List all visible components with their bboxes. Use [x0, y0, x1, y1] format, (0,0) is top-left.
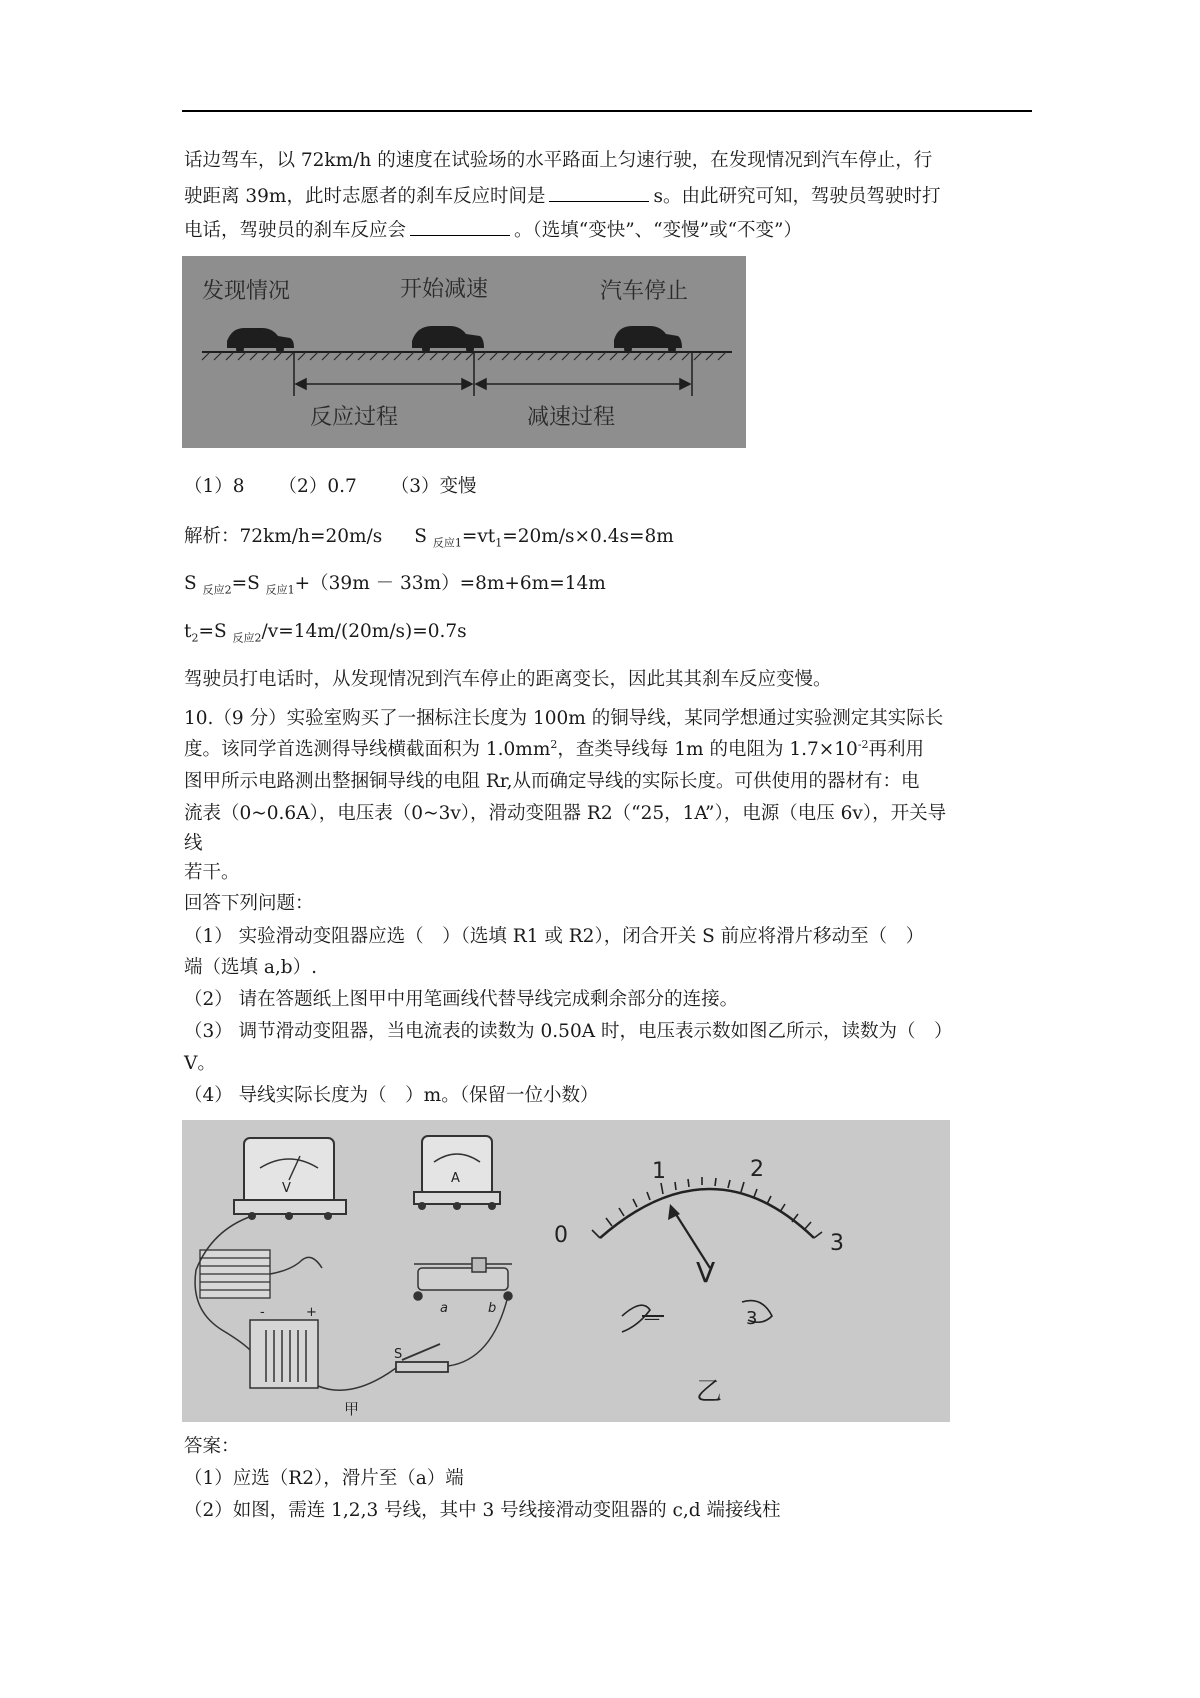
reaction-change-blank	[410, 217, 510, 236]
solution-line-1	[184, 524, 674, 550]
solution-line-3	[184, 619, 467, 645]
braking-diagram-figure	[182, 256, 746, 448]
answer9-part3: （3）变慢	[390, 476, 477, 497]
solution-t-symbol: t	[184, 621, 192, 642]
q10-line-1: 10.（9 分）实验室购买了一捆标注长度为 100m 的铜导线，某同学想通过实验测定其实际长	[184, 708, 944, 729]
label-car-stops: 汽车停止	[600, 279, 689, 304]
q9-line-2-text-a: 驶距离 39m，此时志愿者的刹车反应时间是	[184, 186, 546, 207]
solution-result-2: +（39m － 33m）=8m+6m=14m	[294, 573, 606, 594]
solution-result-1: =20m/s×0.4s=8m	[502, 526, 674, 547]
rheostat-terminal-a: a	[440, 1301, 448, 1316]
solution-result-3: /v=14m/(20m/s)=0.7s	[261, 621, 467, 642]
q9-line-3	[184, 217, 802, 244]
q10-part-2: （2） 请在答题纸上图甲中用笔画线代替导线完成剩余部分的连接。	[184, 989, 739, 1010]
connecting-wires	[195, 1216, 508, 1390]
rheostat-icon	[414, 1258, 512, 1300]
solution-sub-t1: 1	[495, 536, 503, 550]
solution-sub-t2: 2	[191, 631, 199, 645]
terminal-3-label: 3	[746, 1308, 758, 1329]
q9-line-2-text-b: s。由此研究可知，驾驶员驾驶时打	[653, 186, 941, 207]
dial-label-1: 1	[652, 1159, 666, 1184]
answer10-part-2: （2）如图，需连 1,2,3 号线，其中 3 号线接滑动变阻器的 c,d 端接线柱	[184, 1500, 781, 1521]
answer9-line	[184, 474, 477, 500]
solution-s2-symbol: S	[184, 573, 197, 594]
dial-label-2: 2	[750, 1157, 764, 1182]
dial-unit-v: V	[696, 1256, 716, 1289]
q10-line-2-b: ，查类导线每 1m 的电阻为 1.7×10	[557, 739, 858, 760]
q10-line-2-a: 度。该同学首选测得导线横截面积为 1.0mm	[184, 739, 551, 760]
q9-line-3-text-b: 。（选填“变快”、“变慢”或“不变”）	[514, 220, 803, 241]
label-start-braking: 开始减速	[400, 277, 489, 302]
battery-icon	[250, 1320, 318, 1388]
dial-label-0: 0	[554, 1223, 568, 1248]
q10-part-3b: V。	[184, 1053, 216, 1074]
q10-line-4: 流表（0~0.6A），电压表（0~3v），滑动变阻器 R2（“25，1A”），电源（电压 6v），开关导	[184, 803, 947, 824]
car-icon-2	[412, 326, 484, 353]
voltmeter-dial	[592, 1177, 822, 1332]
voltmeter-icon	[234, 1138, 346, 1220]
circuit-figure	[182, 1120, 950, 1422]
answer9-part1: （1）8	[184, 476, 245, 497]
reaction-time-blank	[549, 183, 649, 202]
solution-s-symbol: S	[414, 526, 427, 547]
q10-part-1a: （1） 实验滑动变阻器应选（ ）（选填 R1 或 R2），闭合开关 S 前应将滑片移动至（ ）	[184, 926, 925, 947]
answer9-part2: （2）0.7	[278, 476, 357, 497]
solution-conclusion: 驾驶员打电话时，从发现情况到汽车停止的距离变长，因此其其刹车反应变慢。	[184, 669, 832, 690]
solution-sub-reaction1b: 反应1	[265, 583, 295, 597]
q10-line-2-c: 再利用	[868, 739, 925, 760]
header-rule	[182, 110, 1032, 112]
wire-coil-icon	[200, 1250, 270, 1298]
rheostat-terminal-b: b	[488, 1301, 497, 1316]
q10-line-3: 图甲所示电路测出整捆铜导线的电阻 Rr,从而确定导线的实际长度。可供使用的器材有：电	[184, 771, 920, 792]
q10-part-3a: （3） 调节滑动变阻器，当电流表的读数为 0.50A 时，电压表示数如图乙所示，读数为（ ）	[184, 1021, 953, 1042]
battery-minus: -	[260, 1305, 265, 1320]
solution-line-2	[184, 571, 606, 597]
q9-line-3-text-a: 电话，驾驶员的刹车反应会	[184, 220, 407, 241]
solution-sub-reaction2b: 反应2	[232, 631, 262, 645]
car-icon-1	[227, 328, 294, 353]
q9-line-2	[184, 183, 940, 210]
battery-plus: +	[306, 1305, 317, 1320]
figure-jia-label: 甲	[344, 1400, 360, 1418]
label-deceleration-process: 减速过程	[527, 405, 616, 430]
car-icon-3	[614, 326, 682, 353]
terminal-minus-label: —	[644, 1309, 660, 1328]
q10-line-2	[184, 737, 924, 763]
solution-prefix: 解析：72km/h=20m/s	[184, 526, 383, 547]
switch-label: S	[394, 1347, 403, 1362]
q9-line-1: 话边驾车，以 72km/h 的速度在试验场的水平路面上匀速行驶，在发现情况到汽车停止，行	[184, 150, 933, 171]
q10-line-5: 线	[184, 833, 203, 854]
label-found-situation: 发现情况	[202, 279, 291, 304]
switch-icon	[396, 1344, 448, 1372]
answer10-part-1: （1）应选（R2），滑片至（a）端	[184, 1468, 464, 1489]
ground-hatch	[202, 352, 726, 360]
voltmeter-letter: V	[282, 1181, 291, 1196]
q10-part-1b: 端（选填 a,b）.	[184, 957, 318, 978]
dial-label-3: 3	[830, 1231, 844, 1256]
q10-line-7: 回答下列问题：	[184, 893, 314, 914]
figure-yi-label: 乙	[696, 1377, 723, 1407]
solution-sub-reaction1: 反应1	[432, 536, 462, 550]
solution-sub-reaction2: 反应2	[202, 583, 232, 597]
q10-part-4: （4） 导线实际长度为（ ）m。（保留一位小数）	[184, 1085, 599, 1106]
label-reaction-process: 反应过程	[310, 405, 399, 430]
q10-sup-exponent: -2	[857, 737, 869, 751]
ammeter-letter: A	[451, 1171, 460, 1186]
dimension-arrows	[294, 352, 692, 396]
solution-eq-s3: =S	[198, 621, 227, 642]
answer10-heading: 答案：	[184, 1436, 240, 1457]
q10-sup-squared: 2	[550, 737, 558, 751]
q10-line-6: 若干。	[184, 862, 240, 883]
solution-eq-s: =S	[231, 573, 260, 594]
solution-eq-vt: =vt	[461, 526, 496, 547]
